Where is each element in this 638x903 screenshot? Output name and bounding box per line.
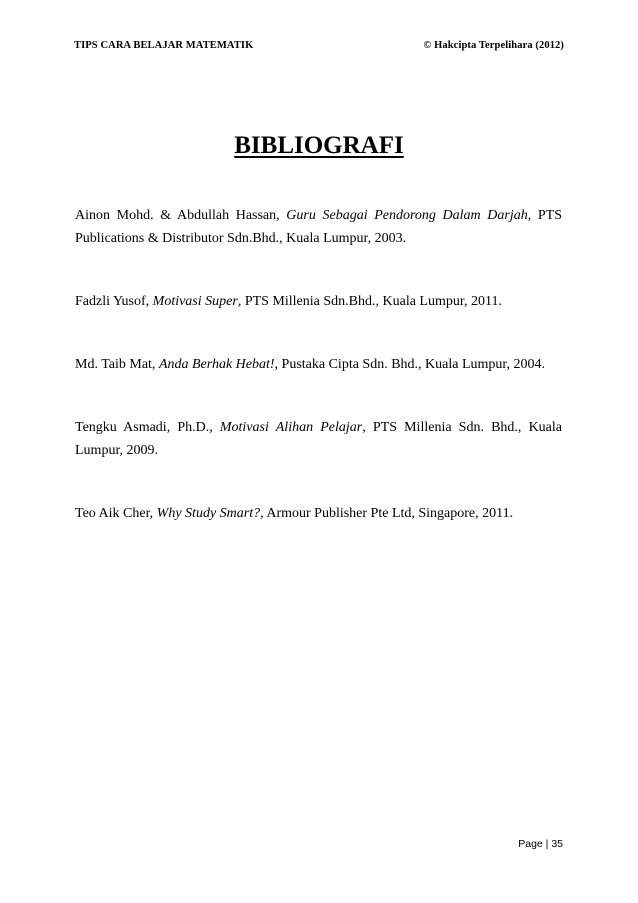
entry-publisher: , PTS Millenia Sdn. Bhd., Kuala Lumpur, 2009. — [75, 420, 562, 458]
bibliography-entry — [75, 204, 562, 250]
entry-authors: Teo Aik Cher, — [75, 506, 157, 521]
page-header — [74, 40, 564, 56]
entry-authors: Fadzli Yusof, — [75, 294, 153, 309]
bibliography-entry — [75, 416, 562, 462]
entry-title: Why Study Smart? — [156, 506, 261, 521]
bibliography-list — [75, 204, 562, 565]
entry-authors: Tengku Asmadi, Ph.D., — [75, 420, 220, 435]
entry-publisher: , PTS Millenia Sdn.Bhd., Kuala Lumpur, 2011. — [237, 294, 502, 309]
page-title: BIBLIOGRAFI — [234, 132, 404, 159]
entry-publisher: , Armour Publisher Pte Ltd, Singapore, 2011. — [260, 506, 514, 521]
entry-title: Anda Berhak Hebat! — [158, 357, 275, 372]
bibliography-entry — [75, 290, 562, 313]
entry-publisher: , Pustaka Cipta Sdn. Bhd., Kuala Lumpur, 2004. — [274, 357, 546, 372]
entry-publisher: , PTS Publications & Distributor Sdn.Bhd., Kuala Lumpur, 2003. — [75, 208, 562, 246]
entry-authors: Ainon Mohd. & Abdullah Hassan, — [75, 208, 287, 223]
header-book-title: TIPS CARA BELAJAR MATEMATIK — [74, 40, 254, 51]
entry-authors: Md. Taib Mat, — [75, 357, 159, 372]
header-copyright: © Hakcipta Terpelihara (2012) — [423, 40, 564, 51]
bibliography-entry — [75, 502, 562, 525]
page-number: Page | 35 — [518, 838, 563, 850]
bibliography-entry — [75, 353, 562, 376]
entry-title: Motivasi Super — [152, 294, 238, 309]
entry-title: Guru Sebagai Pendorong Dalam Darjah — [286, 208, 528, 223]
entry-title: Motivasi Alihan Pelajar — [219, 420, 363, 435]
